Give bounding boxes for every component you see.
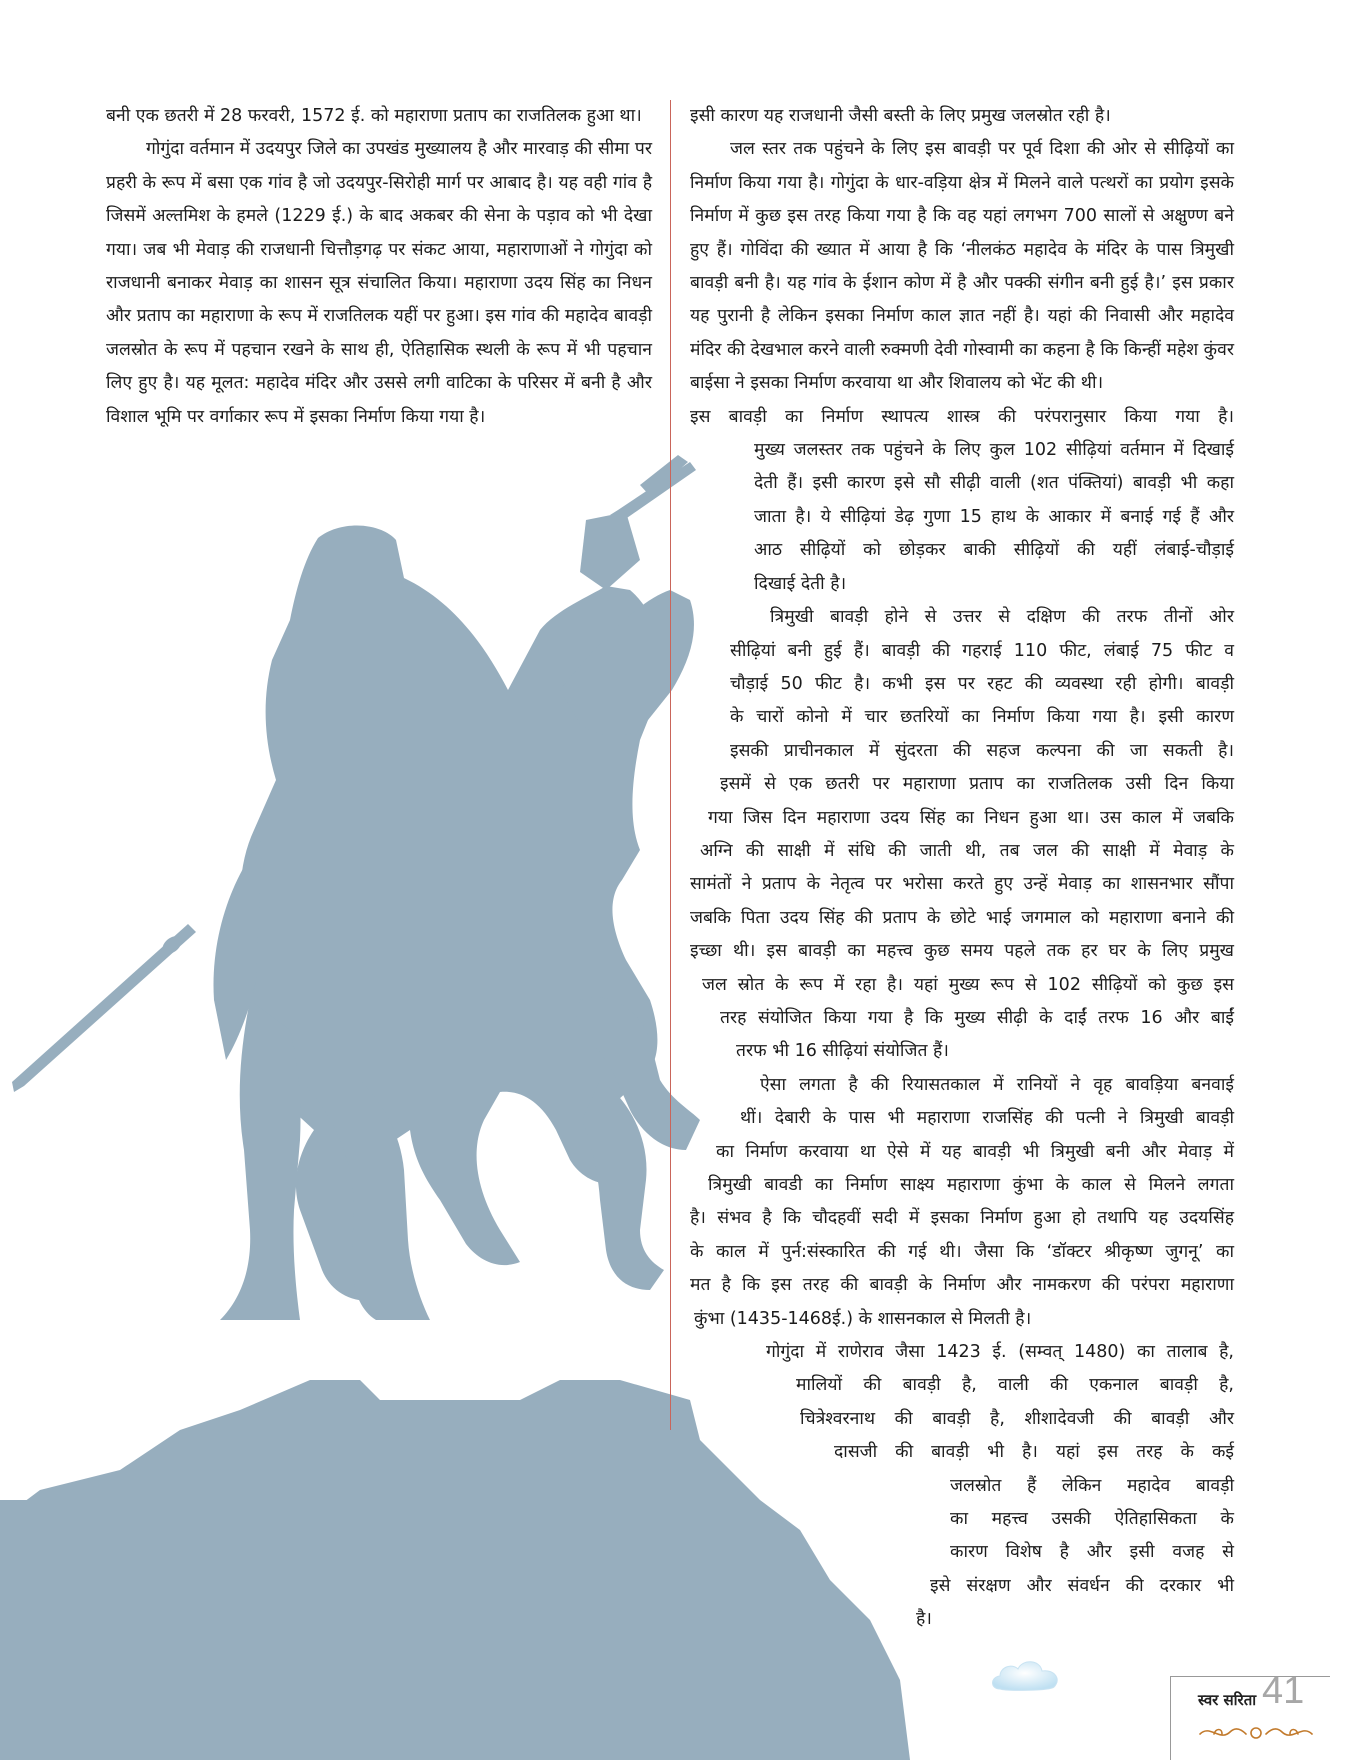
p6-line: चित्रेश्वरनाथ की बावड़ी है, शीशादेवजी की बावड़ी और [800,1408,1234,1429]
left-paragraph-1: बनी एक छतरी में 28 फरवरी, 1572 ई. को महाराणा प्रताप का राजतिलक हुआ था। [106,106,642,126]
p3-line: इस बावड़ी का निर्माण स्थापत्य शास्त्र की परंपरानुसार किया गया है। [690,406,1234,427]
magazine-name: स्वर सरिता [1198,1691,1257,1709]
p3-line: मुख्य जलस्तर तक पहुंचने के लिए कुल 102 सीढ़ियां वर्तमान में दिखाई [754,440,1234,461]
footer-frame [1170,1676,1330,1760]
p4-line: चौड़ाई 50 फीट है। कभी इस पर रहट की व्यवस्था रही होगी। बावड़ी [730,673,1234,694]
p4-line: गया जिस दिन महाराणा उदय सिंह का निधन हुआ था। उस काल में जबकि [708,807,1234,828]
p4-line: सीढ़ियां बनी हुई हैं। बावड़ी की गहराई 110 फीट, लंबाई 75 फीट व [730,640,1234,661]
p5-line: थीं। देबारी के पास भी महाराणा राजसिंह की पत्नी ने त्रिमुखी बावड़ी [740,1108,1234,1129]
p4-line: अग्नि की साक्षी में संधि की जाती थी, तब जल की साक्षी में मेवाड़ के [700,840,1234,861]
p6-line: कारण विशेष है और इसी वजह से [950,1542,1234,1563]
p5-line: है। संभव है कि चौदहवीं सदी में इसका निर्माण हुआ हो तथापि यह उदयसिंह [690,1208,1234,1229]
right-text-column [690,100,1234,1637]
p4-line: इसकी प्राचीनकाल में सुंदरता की सहज कल्पना की जा सकती है। [730,740,1234,761]
p4-line: सामंतों ने प्रताप के नेतृत्व पर भरोसा करते हुए उन्हें मेवाड़ का शासनभार सौंपा [690,874,1234,895]
p6-line: मालियों की बावड़ी है, वाली की एकनाल बावड़ी है, [796,1375,1234,1396]
p4-line: इच्छा थी। इस बावड़ी का महत्त्व कुछ समय पहले तक हर घर के लिए प्रमुख [690,941,1234,962]
p4-line: जबकि पिता उदय सिंह की प्रताप के छोटे भाई जगमाल को महाराणा बनाने की [690,907,1234,928]
right-paragraph-4 [690,601,1234,1069]
right-paragraph-5 [690,1069,1234,1336]
p5-line: ऐसा लगता है की रियासतकाल में रानियों ने वृह बावड़िया बनवाई [760,1074,1234,1095]
right-paragraph-1: इसी कारण यह राजधानी जैसी बस्ती के लिए प्रमुख जलस्रोत रही है। [690,106,1111,126]
p3-line: देती हैं। इसी कारण इसे सौ सीढ़ी वाली (शत पंक्तियां) बावड़ी भी कहा [754,473,1234,494]
p6-line: है। [916,1609,932,1630]
p5-line: के काल में पुर्न:संस्कारित की गई थी। जैसा कि ‘डॉक्टर श्रीकृष्ण जुगनू’ का [690,1241,1234,1262]
floral-ornament-icon [1196,1720,1316,1744]
p5-line: मत है कि इस तरह की बावड़ी के निर्माण और नामकरण की परंपरा महाराणा [690,1275,1234,1296]
p4-line: तरह संयोजित किया गया है कि मुख्य सीढ़ी के दाईं तरफ 16 और बाईं [720,1007,1234,1028]
p4-line: के चारों कोनो में चार छतरियों का निर्माण किया गया है। इसी कारण [730,707,1234,728]
p4-line: त्रिमुखी बावड़ी होने से उत्तर से दक्षिण की तरफ तीनों ओर [770,607,1234,628]
p4-line: जल स्रोत के रूप में रहा है। यहां मुख्य रूप से 102 सीढ़ियों को कुछ इस [702,974,1234,995]
p6-line: गोगुंदा में राणेराव जैसा 1423 ई. (सम्वत् 1480) का तालाब है, [766,1342,1234,1363]
p6-line: इसे संरक्षण और संवर्धन की दरकार भी [930,1575,1234,1596]
p4-line: इसमें से एक छतरी पर महाराणा प्रताप का राजतिलक उसी दिन किया [720,774,1234,795]
right-paragraph-2: जल स्तर तक पहुंचने के लिए इस बावड़ी पर पूर्व दिशा की ओर से सीढ़ियों का निर्माण किया गया है। गोगुंदा के धार-वड़िया क्षेत्र में मिलने वाले पत्थरों का प्रयोग इसके निर्माण में कुछ इस तरह किया गया है कि वह यहां लगभग 700 सालों से अक्षुण्ण बने हुए हैं। गोविंदा की ख्यात में आया है कि ‘नीलकंठ महादेव के मंदिर के पास त्रिमुखी बावड़ी बनी है। यह गांव के ईशान कोण में है और पक्की संगीन बनी हुई है।’ इस प्रकार यह पुरानी है लेकिन इसका निर्माण काल ज्ञात नहीं है। यहां की निवासी और महादेव मंदिर की देखभाल करने वाली रुक्मणी देवी गोस्वामी का कहना है कि किन्हीं महेश कुंवर बाईसा ने इसका निर्माण करवाया था और शिवालय को भेंट की थी। [690,139,1235,394]
left-paragraph-2: गोगुंदा वर्तमान में उदयपुर जिले का उपखंड मुख्यालय है और मारवाड़ की सीमा पर प्रहरी के रूप में बसा एक गांव है जो उदयपुर-सिरोही मार्ग पर आबाद है। यह वही गांव है जिसमें अल्तमिश के हमले (1229 ई.) के बाद अकबर की सेना के पड़ाव को भी देखा गया। जब भी मेवाड़ की राजधानी चित्तौड़गढ़ पर संकट आया, महाराणाओं ने गोगुंदा को राजधानी बनाकर मेवाड़ का शासन सूत्र संचालित किया। महाराणा उदय सिंह का निधन और प्रताप का महाराणा के रूप में राजतिलक यहीं पर हुआ। इस गांव की महादेव बावड़ी जलस्रोत के रूप में पहचान रखने के साथ ही, ऐतिहासिक स्थली के रूप में भी पहचान लिए हुए है। यह मूलत: महादेव मंदिर और उससे लगी वाटिका के परिसर में बनी है और विशाल भूमि पर वर्गाकार रूप में इसका निर्माण किया गया है। [106,139,652,427]
p3-line: दिखाई देती है। [754,573,847,594]
p5-line: त्रिमुखी बावडी का निर्माण साक्ष्य महाराणा कुंभा के काल से मिलने लगता [708,1175,1234,1195]
right-paragraph-6 [690,1336,1234,1637]
p3-line: जाता है। ये सीढ़ियां डेढ़ गुणा 15 हाथ के आकार में बनाई गई हैं और [754,506,1234,527]
p3-line: आठ सीढ़ियों को छोड़कर बाकी सीढ़ियों की यहीं लंबाई-चौड़ाई [754,540,1234,561]
p5-line: का निर्माण करवाया था ऐसे में यह बावड़ी भी त्रिमुखी बनी और मेवाड़ में [716,1141,1234,1162]
cloud-icon [988,1655,1066,1695]
left-text-column [106,100,652,434]
p6-line: जलस्रोत हैं लेकिन महादेव बावड़ी [950,1475,1234,1496]
p6-line: दासजी की बावड़ी भी है। यहां इस तरह के कई [834,1442,1234,1463]
p4-line: तरफ भी 16 सीढ़ियां संयोजित हैं। [736,1041,949,1062]
p6-line: का महत्त्व उसकी ऐतिहासिकता के [950,1509,1234,1530]
page-number: 41 [1262,1670,1305,1712]
p5-line: कुंभा (1435-1468ई.) के शासनकाल से मिलती है। [694,1308,1032,1329]
right-paragraph-3 [690,401,1234,601]
column-divider [670,100,671,1430]
